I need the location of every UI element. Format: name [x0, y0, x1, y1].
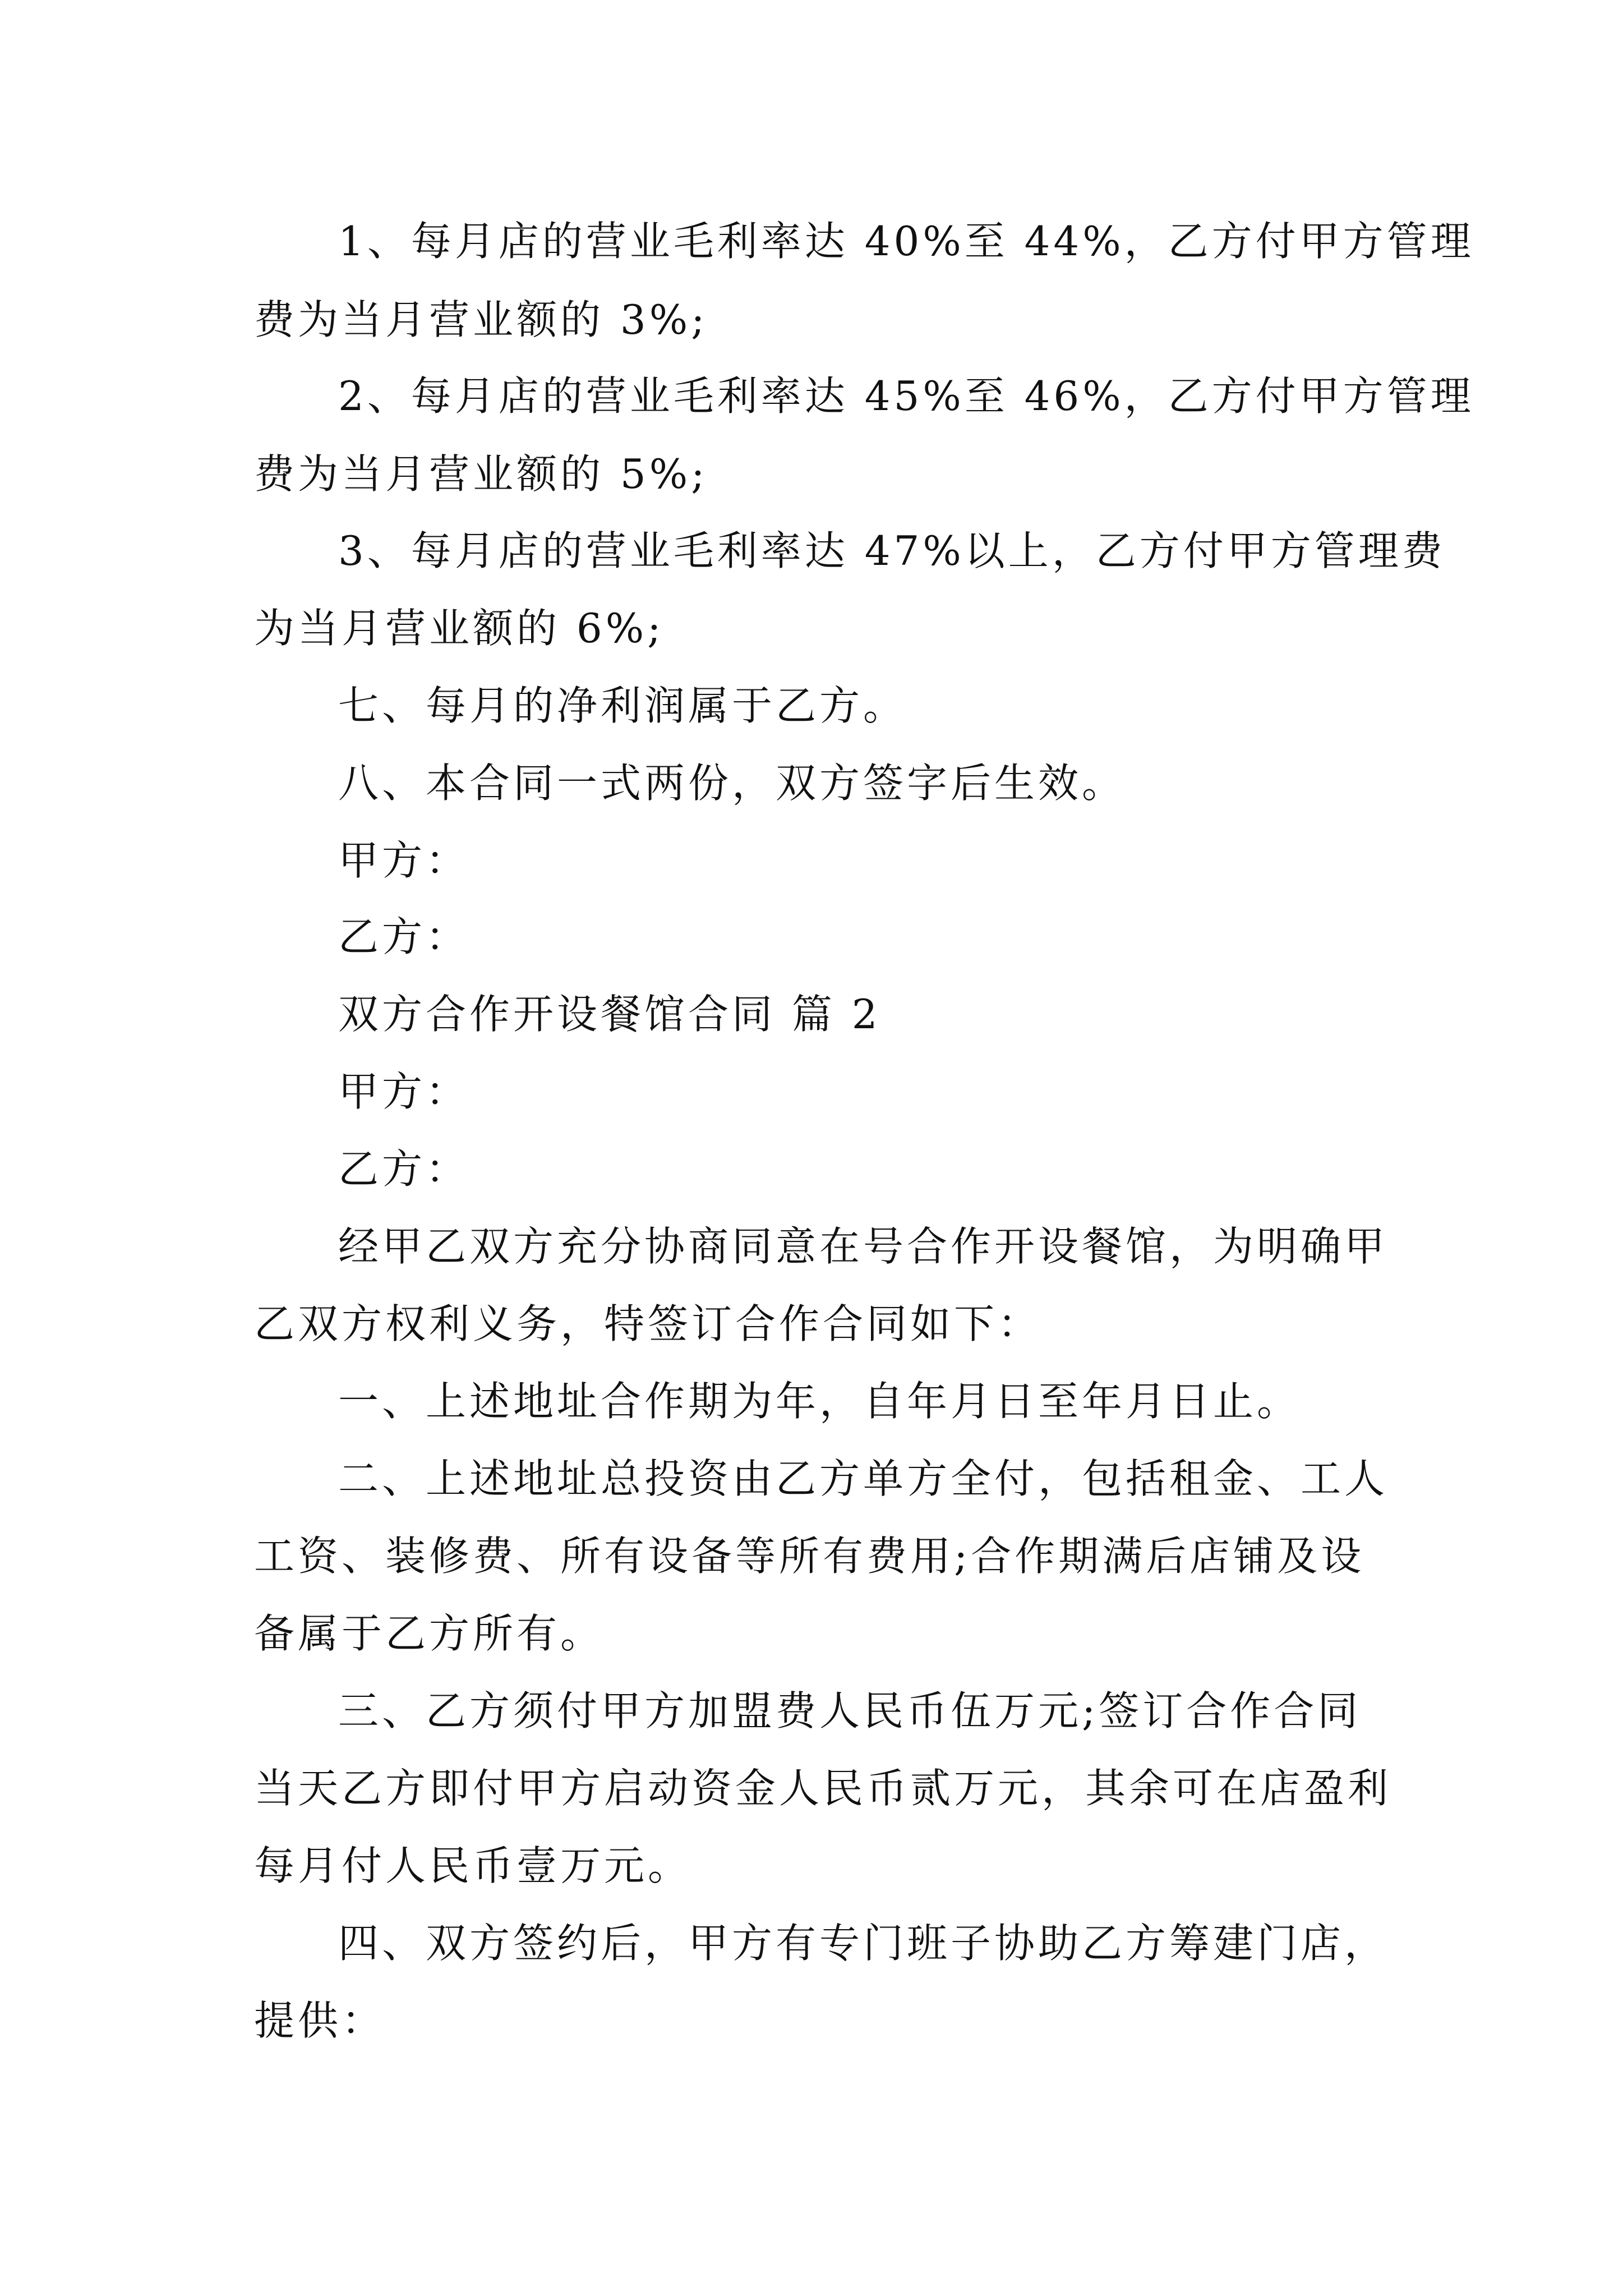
paragraph-line: 费为当月营业额的 5%; [254, 450, 708, 498]
paragraph-line: 备属于乙方所有。 [254, 1610, 605, 1657]
signature-label-party-a: 甲方： [338, 837, 470, 884]
paragraph-line: 七、每月的净利润属于乙方。 [338, 682, 907, 729]
party-b-label: 乙方： [338, 1145, 470, 1193]
paragraph-line: 四、双方签约后，甲方有专门班子协助乙方筹建门店， [338, 1920, 1389, 1967]
paragraph-line: 1、每月店的营业毛利率达 40%至 44%，乙方付甲方管理 [338, 218, 1474, 265]
paragraph-line: 三、乙方须付甲方加盟费人民币伍万元;签订合作合同 [338, 1687, 1362, 1734]
paragraph-line: 费为当月营业额的 3%; [254, 296, 708, 343]
party-a-label: 甲方： [338, 1068, 470, 1115]
section-title: 双方合作开设餐馆合同 篇 2 [338, 991, 881, 1038]
paragraph-line: 为当月营业额的 6%; [254, 605, 665, 652]
paragraph-line: 经甲乙双方充分协商同意在号合作开设餐馆，为明确甲 [338, 1223, 1389, 1270]
paragraph-line: 每月付人民币壹万元。 [254, 1842, 692, 1889]
paragraph-line: 乙双方权利义务，特签订合作合同如下： [254, 1300, 1042, 1347]
paragraph-line: 一、上述地址合作期为年，自年月日至年月日止。 [338, 1378, 1301, 1425]
paragraph-line: 提供： [254, 1997, 386, 2044]
signature-label-party-b: 乙方： [338, 913, 470, 960]
paragraph-line: 八、本合同一式两份，双方签字后生效。 [338, 760, 1126, 807]
paragraph-line: 3、每月店的营业毛利率达 47%以上，乙方付甲方管理费 [338, 527, 1446, 574]
paragraph-line: 当天乙方即付甲方启动资金人民币贰万元，其余可在店盈利 [254, 1765, 1392, 1812]
paragraph-line: 二、上述地址总投资由乙方单方全付，包括租金、工人 [338, 1455, 1389, 1502]
paragraph-line: 2、每月店的营业毛利率达 45%至 46%，乙方付甲方管理 [338, 372, 1474, 420]
paragraph-line: 工资、装修费、所有设备等所有费用;合作期满后店铺及设 [254, 1533, 1365, 1580]
